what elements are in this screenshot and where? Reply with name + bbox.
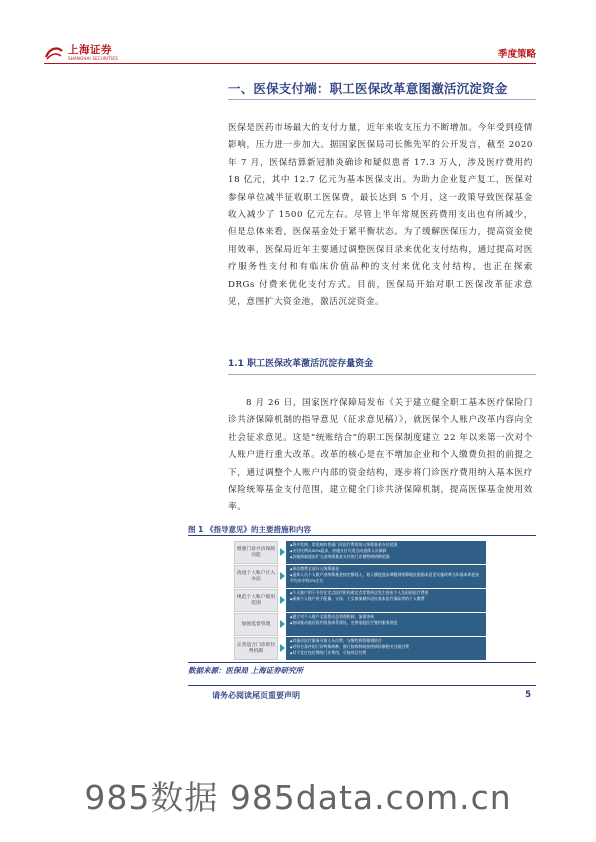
footer-divider xyxy=(188,685,536,686)
figure-bullet: ◆ 协同推动基层医疗服务体系建设，完善家庭医生签约服务规范 xyxy=(290,620,482,626)
subsection-title: 1.1 职工医保改革激活沉淀存量资金 xyxy=(228,359,374,369)
figure-bullet: ◆ 退休人员个人账户由统筹基金按定额划入，划入额度逐步调整到统筹地区根据本意见实施改革当年基本养老金平均水平的2%左右 xyxy=(290,572,482,583)
figure-row-content xyxy=(286,637,486,660)
report-type-label: 季度策略 xyxy=(497,49,536,60)
figure-row-content xyxy=(286,565,486,588)
footer-disclaimer: 请务必阅读尾页重要声明 xyxy=(212,691,300,700)
figure-bullet: ◆ 对符合条件的门诊特殊病种，推行按病种或按疾病诊断相关分组付费 xyxy=(290,644,482,650)
figure-bullet: ◆ 各地探索逐步扩大由统筹基金支付的门诊慢特病病种范围 xyxy=(290,554,482,560)
figure-row-label: 改进个人账户计入办法 xyxy=(234,565,278,588)
page-number: 5 xyxy=(525,690,531,700)
figure-row-label: 完善适合门诊的付费机制 xyxy=(234,637,278,660)
figure-row-label: 增强门诊共济保障功能 xyxy=(234,541,278,564)
figure-bullet: ◆ 将多发病、常见病的普通门诊医疗费用纳入统筹基金支付范围 xyxy=(290,542,482,548)
figure-row-content xyxy=(286,613,486,636)
figure-bullet: ◆ 建立对个人账户全流程动态管理机制，加强审核 xyxy=(290,614,482,620)
arrow-right-icon xyxy=(280,596,285,604)
figure-source: 数据来源：医保局 上海证券研究所 xyxy=(188,666,304,675)
subsection-paragraph: 8 月 26 日，国家医疗保障局发布《关于建立健全职工基本医疗保险门诊共济保障机制的指导意见（征求意见稿）》，就医保个人账户改革内容向全社会征求意见。这是“统账结合”的职工医保制度建立 22 年以来第一次对个人账户进行重大改革。改革的核心是在不增加企业和个人缴费负担的前提之下，通过调整个人账户内部的资金结构，逐步将门诊医疗费用纳入基本医疗保险统筹基金支付范围，建立健全门诊共济保障机制，提高医保基金使用效率。 xyxy=(228,398,533,513)
watermark-text: 985数据 985data.com.cn xyxy=(84,778,512,817)
figure-row-label: 规范个人账户使用范围 xyxy=(234,589,278,612)
figure-bullet: ◆ 支付比例从50%起步，待遇支付可适当向退休人员倾斜 xyxy=(290,548,482,554)
company-logo xyxy=(44,45,118,61)
arrow-right-icon xyxy=(280,620,285,628)
section-paragraph: 医保是医药市场最大的支付力量，近年来收支压力不断增加。今年受到疫情影响，压力进一步加大。据国家医保局司长熊先军的公开发言，截至 2020 年 7 月，医保结算新冠肺炎确诊和疑似患者 17.3 万人，涉及医疗费用约 18 亿元，其中 12.7 亿元为基本医保支出。为助力企业复产复工，医保对参保单位减半征收职工医保费，最长达到 5 个月，这一政策导致医保基金收入减少了 1500 亿元左右。尽管上半年常规医药费用支出也有所减少，但是总体来看，医保基金处于紧平衡状态。为了缓解医保压力，提高资金使用效率，医保局近年主要通过调整医保目录来优化支付结构，通过提高对医疗服务性支付和有临床价值品种的支付来优化支付结构，也正在探索 DRGs 付费来优化支付方式。目前，医保局开始对职工医保改革征求意见，意图扩大资金池，激活沉淀资金。 xyxy=(228,123,533,308)
figure-row xyxy=(234,613,484,636)
figure-bullet: ◆ 探索个人账户用于配偶、父母、子女参加城乡居民基本医疗保险等的个人缴费 xyxy=(290,596,482,602)
arrow-right-icon xyxy=(280,548,285,556)
header-divider xyxy=(44,63,536,64)
figure-row-content xyxy=(286,589,486,612)
figure-bullet: ◆ 对不宜打包付费的门诊费用，可按项目付费 xyxy=(290,650,482,656)
figure-row xyxy=(234,589,484,612)
arrow-right-icon xyxy=(280,572,285,580)
figure-row-label: 加强监督管理 xyxy=(234,613,278,636)
arrow-right-icon xyxy=(280,644,285,652)
figure-bullet: ◆ 单位缴费全部计入统筹基金 xyxy=(290,566,482,572)
subsection-divider xyxy=(228,374,536,375)
figure-row xyxy=(234,541,484,564)
figure-bullet: ◆ 个人账户用于支付在定点医疗机构或定点零售药店发生的由个人负担的医疗费用 xyxy=(290,590,482,596)
figure-row-content xyxy=(286,541,486,564)
figure-row xyxy=(234,637,484,660)
logo-swoosh-icon xyxy=(44,45,64,61)
figure-row xyxy=(234,565,484,588)
section-divider xyxy=(228,99,536,100)
figure-title: 图 1 《指导意见》的主要措施和内容 xyxy=(188,525,311,534)
section-title: 一、医保支付端：职工医保改革意图激活沉淀资金 xyxy=(228,81,508,96)
logo-name-cn: 上海证券 xyxy=(68,44,112,56)
figure-bullet: ◆ 对基层医疗服务可按人头付费，与慢性病管理相结合 xyxy=(290,638,482,644)
logo-name-en: SHANGHAI SECURITIES xyxy=(68,56,118,61)
